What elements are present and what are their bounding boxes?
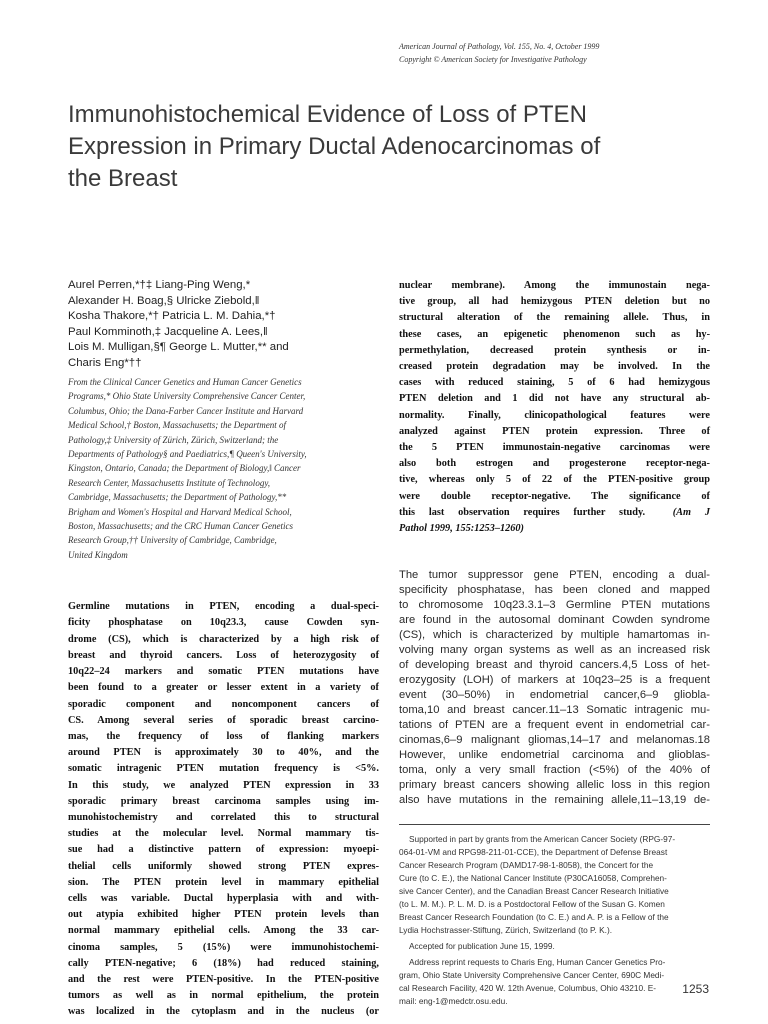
abstract-line: permethylation, decreased protein synthesis or in- (399, 344, 710, 356)
footnote-line: Lydia Hochstrasser-Stiftung, Zürich, Switzerland (to P. K.). (399, 925, 613, 936)
body-line: cinomas,6–9 malignant gliomas,14–17 and melanomas.18 (399, 734, 710, 747)
body-line: of developing breast and thyroid cancers.4,5 Loss of het- (399, 659, 710, 672)
journal-header (399, 40, 729, 66)
author-line: Charis Eng*†† (68, 356, 142, 369)
abstract-line: nuclear membrane). Among the immunostain nega- (399, 280, 710, 291)
right-column (399, 278, 710, 1008)
footnote-line: Cancer Research Program (DAMD17-98-1-8058), the Concert for the (399, 860, 654, 871)
author-line: Kosha Thakore,*† Patricia L. M. Dahia,*† (68, 310, 276, 322)
footnote-line: Supported in part by grants from the American Cancer Society (RPG-97- (409, 834, 676, 845)
affiliation-line: Columbus, Ohio; the Dana-Farber Cancer Institute and Harvard (68, 405, 304, 416)
footnote-line: mail: eng-1@medctr.osu.edu. (399, 996, 508, 1007)
abstract-line: Germline mutations in PTEN, encoding a dual-speci- (68, 601, 379, 613)
accepted-note: Accepted for publication June 15, 1999. (409, 941, 555, 952)
abstract-citation-end: Pathol 1999, 155:1253–1260) (399, 523, 524, 535)
abstract-line: sue had a distinctive pattern of expression: myoepi- (68, 844, 379, 856)
abstract-line: sporadic primary breast carcinoma samples using im- (68, 795, 379, 807)
author-line: Aurel Perren,*†‡ Liang-Ping Weng,* (68, 279, 251, 291)
abstract-line: structural alteration of the remaining allele. Thus, in (399, 312, 710, 324)
left-column (68, 278, 379, 1021)
footnote-line: Breast Cancer Research Foundation (to C. E.) and A. P. is a Fellow of the (399, 912, 669, 923)
abstract-line: the 5 PTEN immunostain-negative carcinomas were (399, 442, 710, 454)
page-number: 1253 (682, 982, 709, 996)
abstract-line: PTEN deletion and 1 did not have any structural ab- (399, 393, 710, 405)
affiliation-line: Research Group,†† University of Cambridge, Cambridge, (68, 535, 277, 546)
abstract-line: tive, whereas only 5 of 22 of the PTEN-positive group (399, 474, 710, 486)
abstract-line: these cases, an epigenetic phenomenon such as hy- (399, 328, 710, 340)
abstract-line: tive group, all had hemizygous PTEN deletion but no (399, 296, 710, 308)
abstract-line: been found to a greater or lesser extent in a variety of (68, 682, 379, 694)
abstract-line: studies at the molecular level. Normal mammary tis- (68, 828, 379, 840)
affiliations (68, 375, 379, 562)
abstract-line: In this study, we analyzed PTEN expression in 33 (68, 779, 379, 791)
affiliation-line: Medical School,† Boston, Massachusetts; the Department of (68, 420, 286, 431)
footnote-line: sive Cancer Center), and the Canadian Breast Cancer Research Initiative (399, 886, 669, 897)
affiliation-line: Brigham and Women's Hospital and Harvard Medical School, (68, 506, 292, 517)
body-line: volving many organ systems as well as an increased risk (399, 644, 710, 657)
abstract-line: and the rest were PTEN-positive. In the PTEN-positive (68, 973, 379, 985)
body-line: primary breast cancers showing allelic loss in this region (399, 779, 710, 792)
footnotes (399, 833, 710, 1008)
body-line: toma,10 and breast cancer.11–13 Somatic intragenic mu- (399, 704, 710, 717)
abstract-line: cinoma samples, 5 (15%) were immunohistochemi- (68, 941, 379, 953)
abstract-part-1 (68, 599, 379, 1020)
abstract-line: ficity phosphatase on 10q23.3, cause Cowden syn- (68, 617, 379, 629)
affiliation-line: Kingston, Ontario, Canada; the Department of Biology,‖ Cancer (68, 463, 301, 474)
title-line: the Breast (68, 165, 178, 192)
abstract-line: cases with reduced staining, 5 of 6 had hemizygous (399, 377, 710, 389)
body-line: tations of PTEN are a frequent event in endometrial car- (399, 719, 710, 732)
abstract-line: cells was variable. Ductal hyperplasia with and with- (68, 892, 379, 904)
journal-copyright: Copyright © American Society for Investigative Pathology (399, 55, 587, 64)
abstract-line: breast and thyroid cancers. Loss of heterozygosity of (68, 649, 379, 661)
body-line: also have mutations in the remaining allele,11–13,19 de- (399, 794, 710, 807)
abstract-line: around PTEN is approximately 30 to 40%, and the (68, 747, 379, 759)
abstract-line: munohistochemistry and correlated this to structural (68, 811, 379, 823)
abstract-part-2 (399, 278, 710, 537)
footnote-line: Cure (to C. E.), the National Cancer Institute (P30CA16058, Comprehen- (399, 873, 667, 884)
affiliation-line: Programs,* Ohio State University Comprehensive Cancer Center, (68, 391, 306, 402)
body-line: specificity phosphatase, has been cloned and mapped (399, 584, 710, 597)
abstract-line: cally PTEN-negative; 6 (18%) had reduced staining, (68, 957, 379, 969)
abstract-line: normality. Finally, clinicopathological features were (399, 409, 710, 421)
author-list (68, 278, 379, 371)
footnote-divider (399, 824, 710, 825)
affiliation-line: Pathology,‡ University of Zürich, Zürich, Switzerland; the (68, 434, 279, 445)
body-line: (CS), which is characterized by multiple hamartomas in- (399, 629, 710, 642)
abstract-line: drome (CS), which is characterized by a high risk of (68, 633, 379, 645)
body-line: are found in the autosomal dominant Cowden syndrome (399, 614, 710, 627)
body-line: toma, only a very small fraction (<5%) of the 40% of (399, 764, 710, 777)
abstract-line: out atypia exhibited higher PTEN protein levels than (68, 909, 379, 921)
title-line: Expression in Primary Ductal Adenocarcinomas of (68, 133, 601, 160)
abstract-line: tumors as well as in normal epithelium, the protein (68, 990, 379, 1002)
body-line: erozygosity (LOH) of markers at 10q23–25 is a frequent (399, 674, 710, 687)
abstract-line: analyzed against PTEN protein expression. Three of (399, 425, 710, 437)
affiliation-line: Research Center, Massachusetts Institute of Technology, (68, 477, 271, 488)
footnote-line: Address reprint requests to Charis Eng, Human Cancer Genetics Pro- (409, 957, 666, 968)
author-line: Lois M. Mulligan,§¶ George L. Mutter,** and (68, 341, 289, 353)
title-line: Immunohistochemical Evidence of Loss of PTEN (68, 101, 587, 128)
abstract-line: creased protein degradation may be involved. In the (399, 361, 710, 373)
article-title (68, 99, 708, 195)
body-line: However, unlike endometrial carcinoma and glioblas- (399, 749, 710, 762)
abstract-line: 10q22–24 markers and somatic PTEN mutations have (68, 666, 379, 678)
abstract-line: normal mammary epithelial cells. Among the 33 car- (68, 925, 379, 937)
abstract-line: CS. Among several series of sporadic breast carcino- (68, 714, 379, 726)
footnote-line: (to L. M. M.). P. L. M. D. is a Postdoctoral Fellow of the Susan G. Komen (399, 899, 665, 910)
abstract-citation: (Am J (672, 506, 710, 518)
abstract-line: sporadic component and noncomponent cancers of (68, 698, 379, 710)
abstract-line: was localized in the cytoplasm and in the nucleus (or (68, 1006, 379, 1018)
abstract-line: thelial cells uniformly showed strong PTEN expres- (68, 860, 379, 872)
intro-paragraph (399, 568, 710, 808)
body-line: event (30–50%) in endometrial cancer,6–9 gliobla- (399, 689, 710, 702)
body-line: The tumor suppressor gene PTEN, encoding a dual- (399, 569, 710, 582)
author-line: Paul Komminoth,‡ Jacqueline A. Lees,‖ (68, 325, 268, 338)
affiliation-line: Cambridge, Massachusetts; the Department of Pathology,** (68, 492, 287, 503)
affiliation-line: Boston, Massachusetts; and the CRC Human Cancer Genetics (68, 521, 293, 532)
abstract-line: also both estrogen and progesterone receptor-nega- (399, 458, 710, 470)
affiliation-line: United Kingdom (68, 549, 128, 560)
abstract-line: somatic intragenic PTEN mutation frequency is <5%. (68, 763, 379, 775)
abstract-line (399, 505, 710, 521)
journal-citation: American Journal of Pathology, Vol. 155, No. 4, October 1999 (399, 42, 600, 51)
footnote-line: gram, Ohio State University Comprehensive Cancer Center, 690C Medi- (399, 970, 665, 981)
footnote-line: cal Research Facility, 420 W. 12th Avenue, Columbus, Ohio 43210. E- (399, 983, 657, 994)
footnote-line: 064-01-VM and RPG98-211-01-CCE), the Department of Defense Breast (399, 847, 668, 858)
author-line: Alexander H. Boag,§ Ulricke Ziebold,‖ (68, 294, 260, 307)
body-line: to chromosome 10q23.3.1–3 Germline PTEN mutations (399, 599, 710, 612)
affiliation-line: From the Clinical Cancer Genetics and Human Cancer Genetics (68, 377, 302, 387)
abstract-line: were double receptor-negative. The significance of (399, 490, 710, 502)
abstract-line: mas, the frequency of loss of flanking markers (68, 730, 379, 742)
abstract-line: sion. The PTEN protein level in mammary epithelial (68, 876, 379, 888)
abstract-text: this last observation requires further study. (399, 506, 646, 518)
affiliation-line: Departments of Pathology§ and Paediatrics,¶ Queen's University, (68, 449, 307, 460)
